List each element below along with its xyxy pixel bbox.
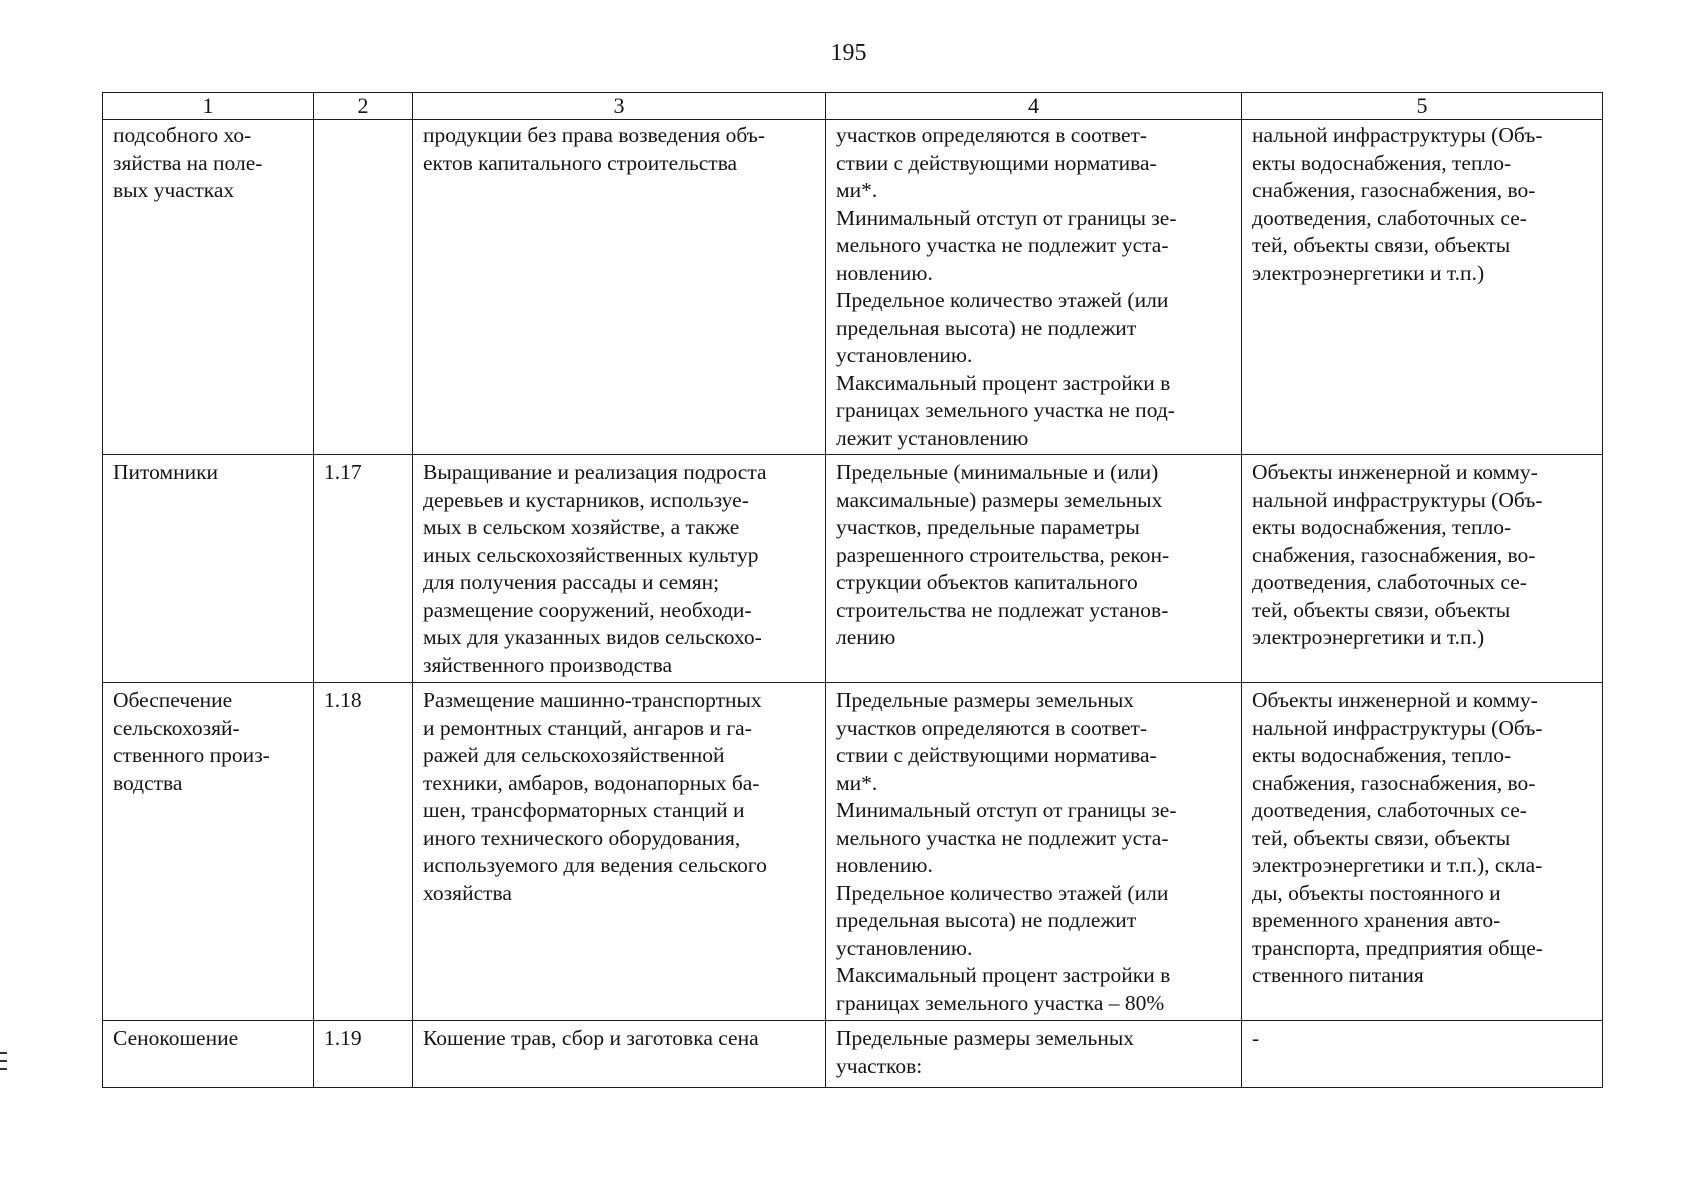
land-use-name-cell: Сенокошение xyxy=(103,1021,314,1088)
description-cell: Кошение трав, сбор и заготовка сена xyxy=(413,1021,826,1088)
parameters-cell: участков определяются в соответ- ствии с действующими норматива- ми*. Минимальный отступ от границы зе- мельного участка не подлежит уста- новлению. Предельное количество этажей (или предельная высота) не подлежит установлению. Максимальный процент застройки в границах земельного участка не под- лежит установлению xyxy=(826,120,1242,455)
table-row xyxy=(103,120,1603,455)
land-use-name-cell: подсобного хо- зяйства на поле- вых участках xyxy=(103,120,314,455)
parameters-cell: Предельные (минимальные и (или) максимальные) размеры земельных участков, предельные параметры разрешенного строительства, рекон- струкции объектов капитального строительства не подлежат установ- лению xyxy=(826,455,1242,683)
description-cell: Выращивание и реализация подроста деревьев и кустарников, используе- мых в сельском хозяйстве, а также иных сельскохозяйственных культур для получения рассады и семян; размещение сооружений, необходи- мых для указанных видов сельскохо- зяйственного производства xyxy=(413,455,826,683)
table-row xyxy=(103,1021,1603,1088)
scan-margin-marks xyxy=(0,1052,8,1076)
infrastructure-cell: Объекты инженерной и комму- нальной инфраструктуры (Объ- екты водоснабжения, тепло- снабжения, газоснабжения, во- доотведения, слаботочных се- тей, объекты связи, объекты электроэнергетики и т.п.), скла- ды, объекты постоянного и временного хранения авто- транспорта, предприятия обще- ственного питания xyxy=(1242,683,1603,1021)
parameters-cell: Предельные размеры земельных участков: xyxy=(826,1021,1242,1088)
table-row xyxy=(103,455,1603,683)
column-header-2: 2 xyxy=(314,93,413,120)
table-header-row xyxy=(103,93,1603,120)
column-header-4: 4 xyxy=(826,93,1242,120)
land-use-name-cell: Питомники xyxy=(103,455,314,683)
column-header-1: 1 xyxy=(103,93,314,120)
land-use-name-cell: Обеспечение сельскохозяй- ственного произ- водства xyxy=(103,683,314,1021)
code-cell: 1.17 xyxy=(314,455,413,683)
column-header-3: 3 xyxy=(413,93,826,120)
infrastructure-cell: нальной инфраструктуры (Объ- екты водоснабжения, тепло- снабжения, газоснабжения, во- доотведения, слаботочных се- тей, объекты связи, объекты электроэнергетики и т.п.) xyxy=(1242,120,1603,455)
code-cell: 1.19 xyxy=(314,1021,413,1088)
code-cell: 1.18 xyxy=(314,683,413,1021)
zoning-table xyxy=(102,92,1603,1088)
page-number: 195 xyxy=(830,40,867,66)
code-cell xyxy=(314,120,413,455)
description-cell: Размещение машинно-транспортных и ремонтных станций, ангаров и га- ражей для сельскохозяйственной техники, амбаров, водонапорных ба- шен, трансформаторных станций и иного технического оборудования, используемого для ведения сельского хозяйства xyxy=(413,683,826,1021)
infrastructure-cell: Объекты инженерной и комму- нальной инфраструктуры (Объ- екты водоснабжения, тепло- снабжения, газоснабжения, во- доотведения, слаботочных се- тей, объекты связи, объекты электроэнергетики и т.п.) xyxy=(1242,455,1603,683)
description-cell: продукции без права возведения объ- ектов капитального строительства xyxy=(413,120,826,455)
table-row xyxy=(103,683,1603,1021)
infrastructure-cell: - xyxy=(1242,1021,1603,1088)
column-header-5: 5 xyxy=(1242,93,1603,120)
parameters-cell: Предельные размеры земельных участков определяются в соответ- ствии с действующими норматива- ми*. Минимальный отступ от границы зе- мельного участка не подлежит уста- новлению. Предельное количество этажей (или предельная высота) не подлежит установлению. Максимальный процент застройки в границах земельного участка – 80% xyxy=(826,683,1242,1021)
